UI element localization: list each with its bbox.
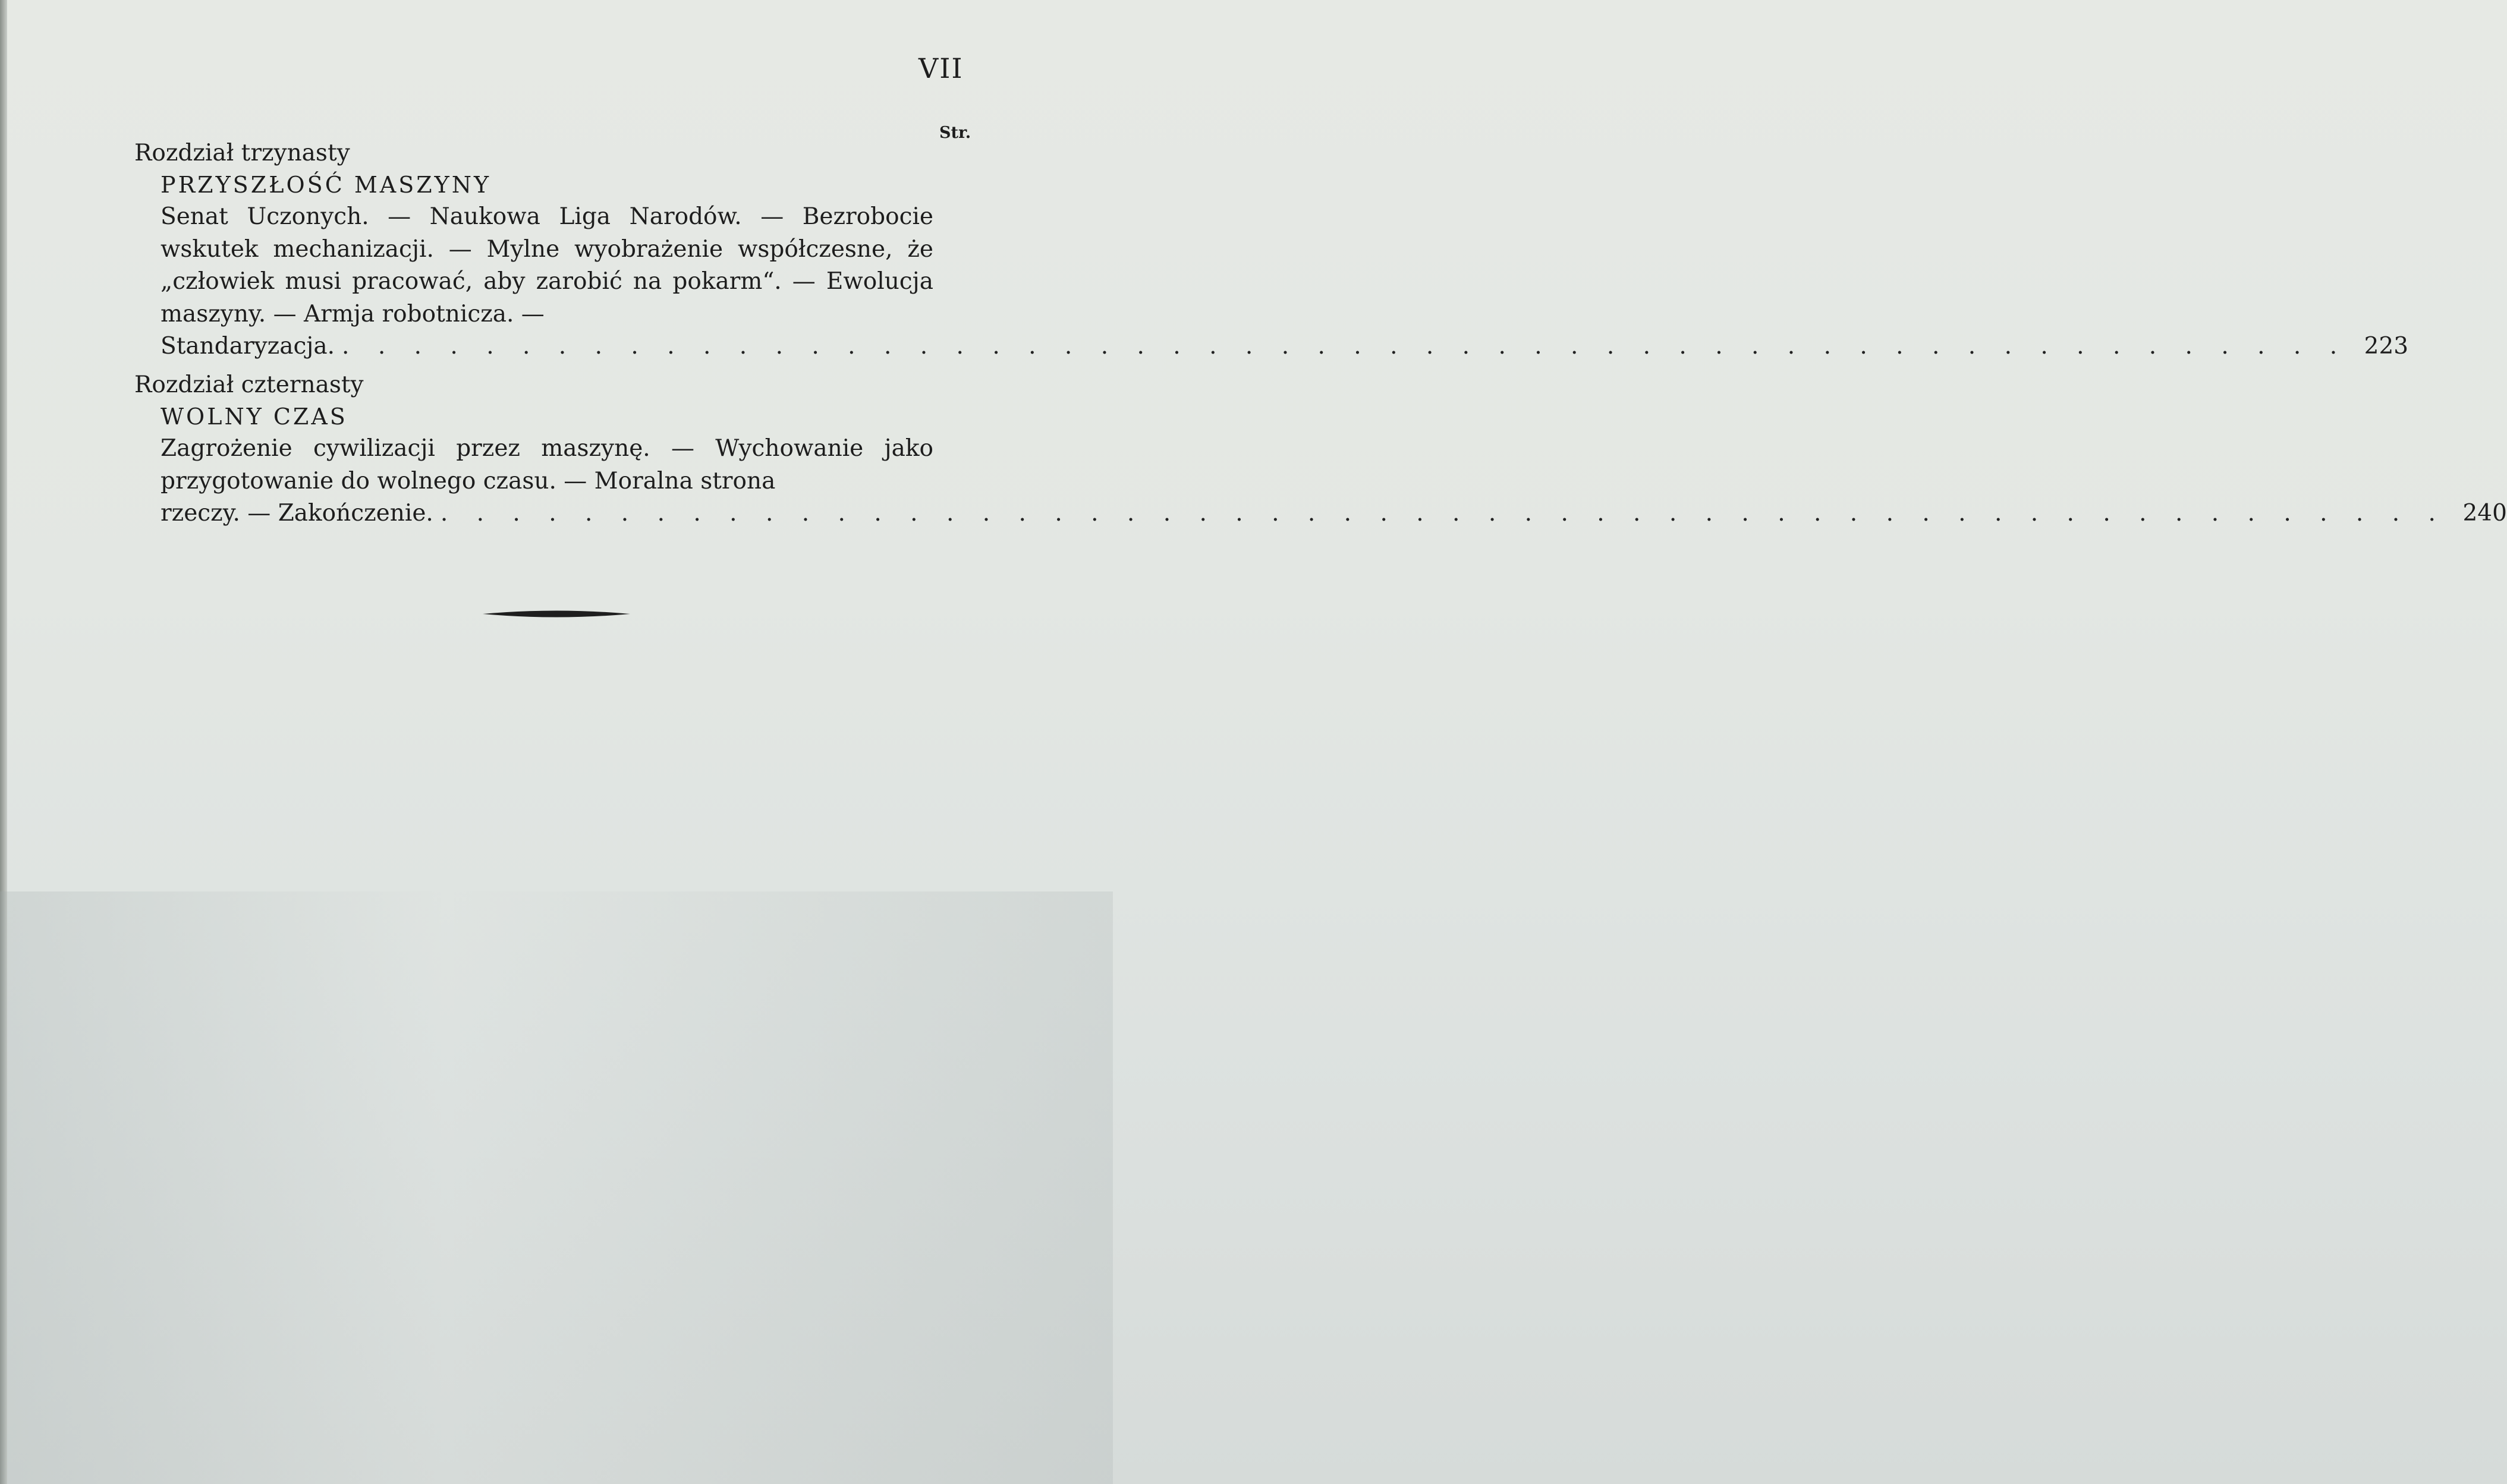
chapter-description-text: Senat Uczonych. — Naukowa Liga Narodów. — Bezrobocie wskutek mechanizacji. — Mylne wyobrażenie współczesne, że „człowiek musi pracować, aby zarobić na pokarm“. — Ewolucja maszyny. — Armja robotnicza. —	[161, 203, 933, 327]
chapter-label: Rozdział czternasty	[134, 371, 364, 398]
chapter-label: Rozdział trzynasty	[134, 140, 350, 166]
dot-leader: . . . . . . . . . . . . . . . . . . . . . . . . . . . . . . . . . . . . . . . . . . . . . . . . . . . . . . . .	[342, 333, 2348, 360]
chapter-description-text: Zagrożenie cywilizacji przez maszynę. — Wychowanie jako przygotowanie do wolnego czasu. — Moralna strona	[161, 435, 933, 494]
page-shadow	[0, 891, 1113, 1484]
end-ornament-icon	[483, 607, 630, 620]
chapter-description-tail: rzeczy. — Zakończenie.	[161, 500, 433, 527]
toc-entry-chapter-14	[134, 370, 2507, 530]
chapter-title: WOLNY CZAS	[161, 404, 348, 430]
chapter-description	[161, 433, 2507, 530]
chapter-description	[161, 201, 2409, 363]
chapter-description-last-line	[161, 497, 2507, 530]
chapter-description-last-line	[161, 330, 2409, 363]
chapter-page-number: 223	[2364, 333, 2409, 360]
toc-entry-chapter-13	[134, 138, 2409, 363]
chapter-title: PRZYSZŁOŚĆ MASZYNY	[161, 172, 492, 198]
page-column-label: Str.	[939, 124, 971, 142]
page-number: VII	[919, 52, 964, 84]
dot-leader: . . . . . . . . . . . . . . . . . . . . . . . . . . . . . . . . . . . . . . . . . . . . . . . . . . . . . . . .	[440, 500, 2446, 527]
chapter-page-number: 240	[2462, 500, 2507, 527]
chapter-description-tail: Standaryzacja.	[161, 333, 335, 360]
page-edge	[0, 0, 7, 1484]
